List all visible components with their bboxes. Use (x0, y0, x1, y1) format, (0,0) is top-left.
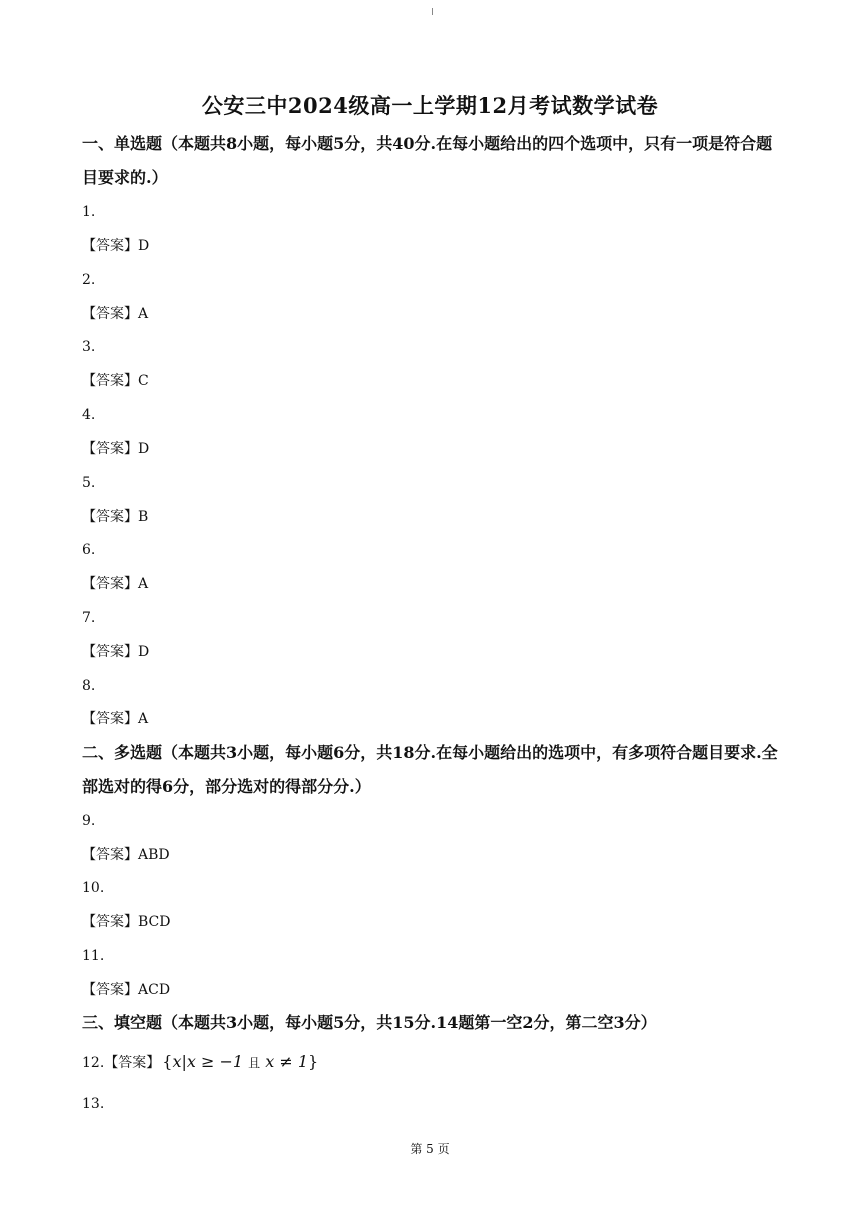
page-number-footer: 第 5 页 (410, 1142, 450, 1156)
answer-line: 【答案】C (82, 373, 149, 389)
question-number: 6. (82, 542, 96, 558)
answer-line-12 (82, 1052, 318, 1073)
page-top-mark (432, 8, 433, 15)
answer-line: 【答案】A (82, 711, 149, 727)
answer-line: 【答案】A (82, 306, 149, 322)
question-number: 11. (82, 948, 105, 964)
question-number: 1. (82, 204, 96, 220)
question-number: 2. (82, 272, 96, 288)
question-number: 10. (82, 880, 105, 896)
answer-line: 【答案】D (82, 238, 150, 254)
section-heading-fill-in: 三、填空题（本题共3小题，每小题5分，共15分.14题第一空2分，第二空3分） (82, 1013, 657, 1032)
page-title: 公安三中2024级高一上学期12月考试数学试卷 (201, 93, 659, 118)
question-number: 13. (82, 1096, 105, 1112)
question-number: 4. (82, 407, 96, 423)
section-heading-multiple-choice: 二、多选题（本题共3小题，每小题6分，共18分.在每小题给出的选项中，有多项符合题目要求.全部选对的得6分，部分选对的得部分分.） (82, 743, 778, 796)
question-number: 5. (82, 475, 96, 491)
answer-line: 【答案】D (82, 441, 150, 457)
answer-line: 【答案】A (82, 576, 149, 592)
answer-line: 【答案】BCD (82, 914, 171, 930)
question-number: 3. (82, 339, 96, 355)
question-number: 9. (82, 813, 96, 829)
question-number: 12. (82, 1055, 105, 1071)
answer-line: 【答案】B (82, 509, 149, 525)
set-expression: {x|x ≥ −1 且 x ≠ 1} (162, 1052, 319, 1071)
question-number: 7. (82, 610, 96, 626)
answer-line: 【答案】ACD (82, 982, 171, 998)
answer-line: 【答案】ABD (82, 847, 170, 863)
answer-label: 【答案】 (104, 1055, 161, 1071)
section-heading-single-choice: 一、单选题（本题共8小题，每小题5分，共40分.在每小题给出的四个选项中，只有一项是符合题目要求的.） (82, 134, 773, 187)
answer-line: 【答案】D (82, 644, 150, 660)
question-number: 8. (82, 678, 96, 694)
